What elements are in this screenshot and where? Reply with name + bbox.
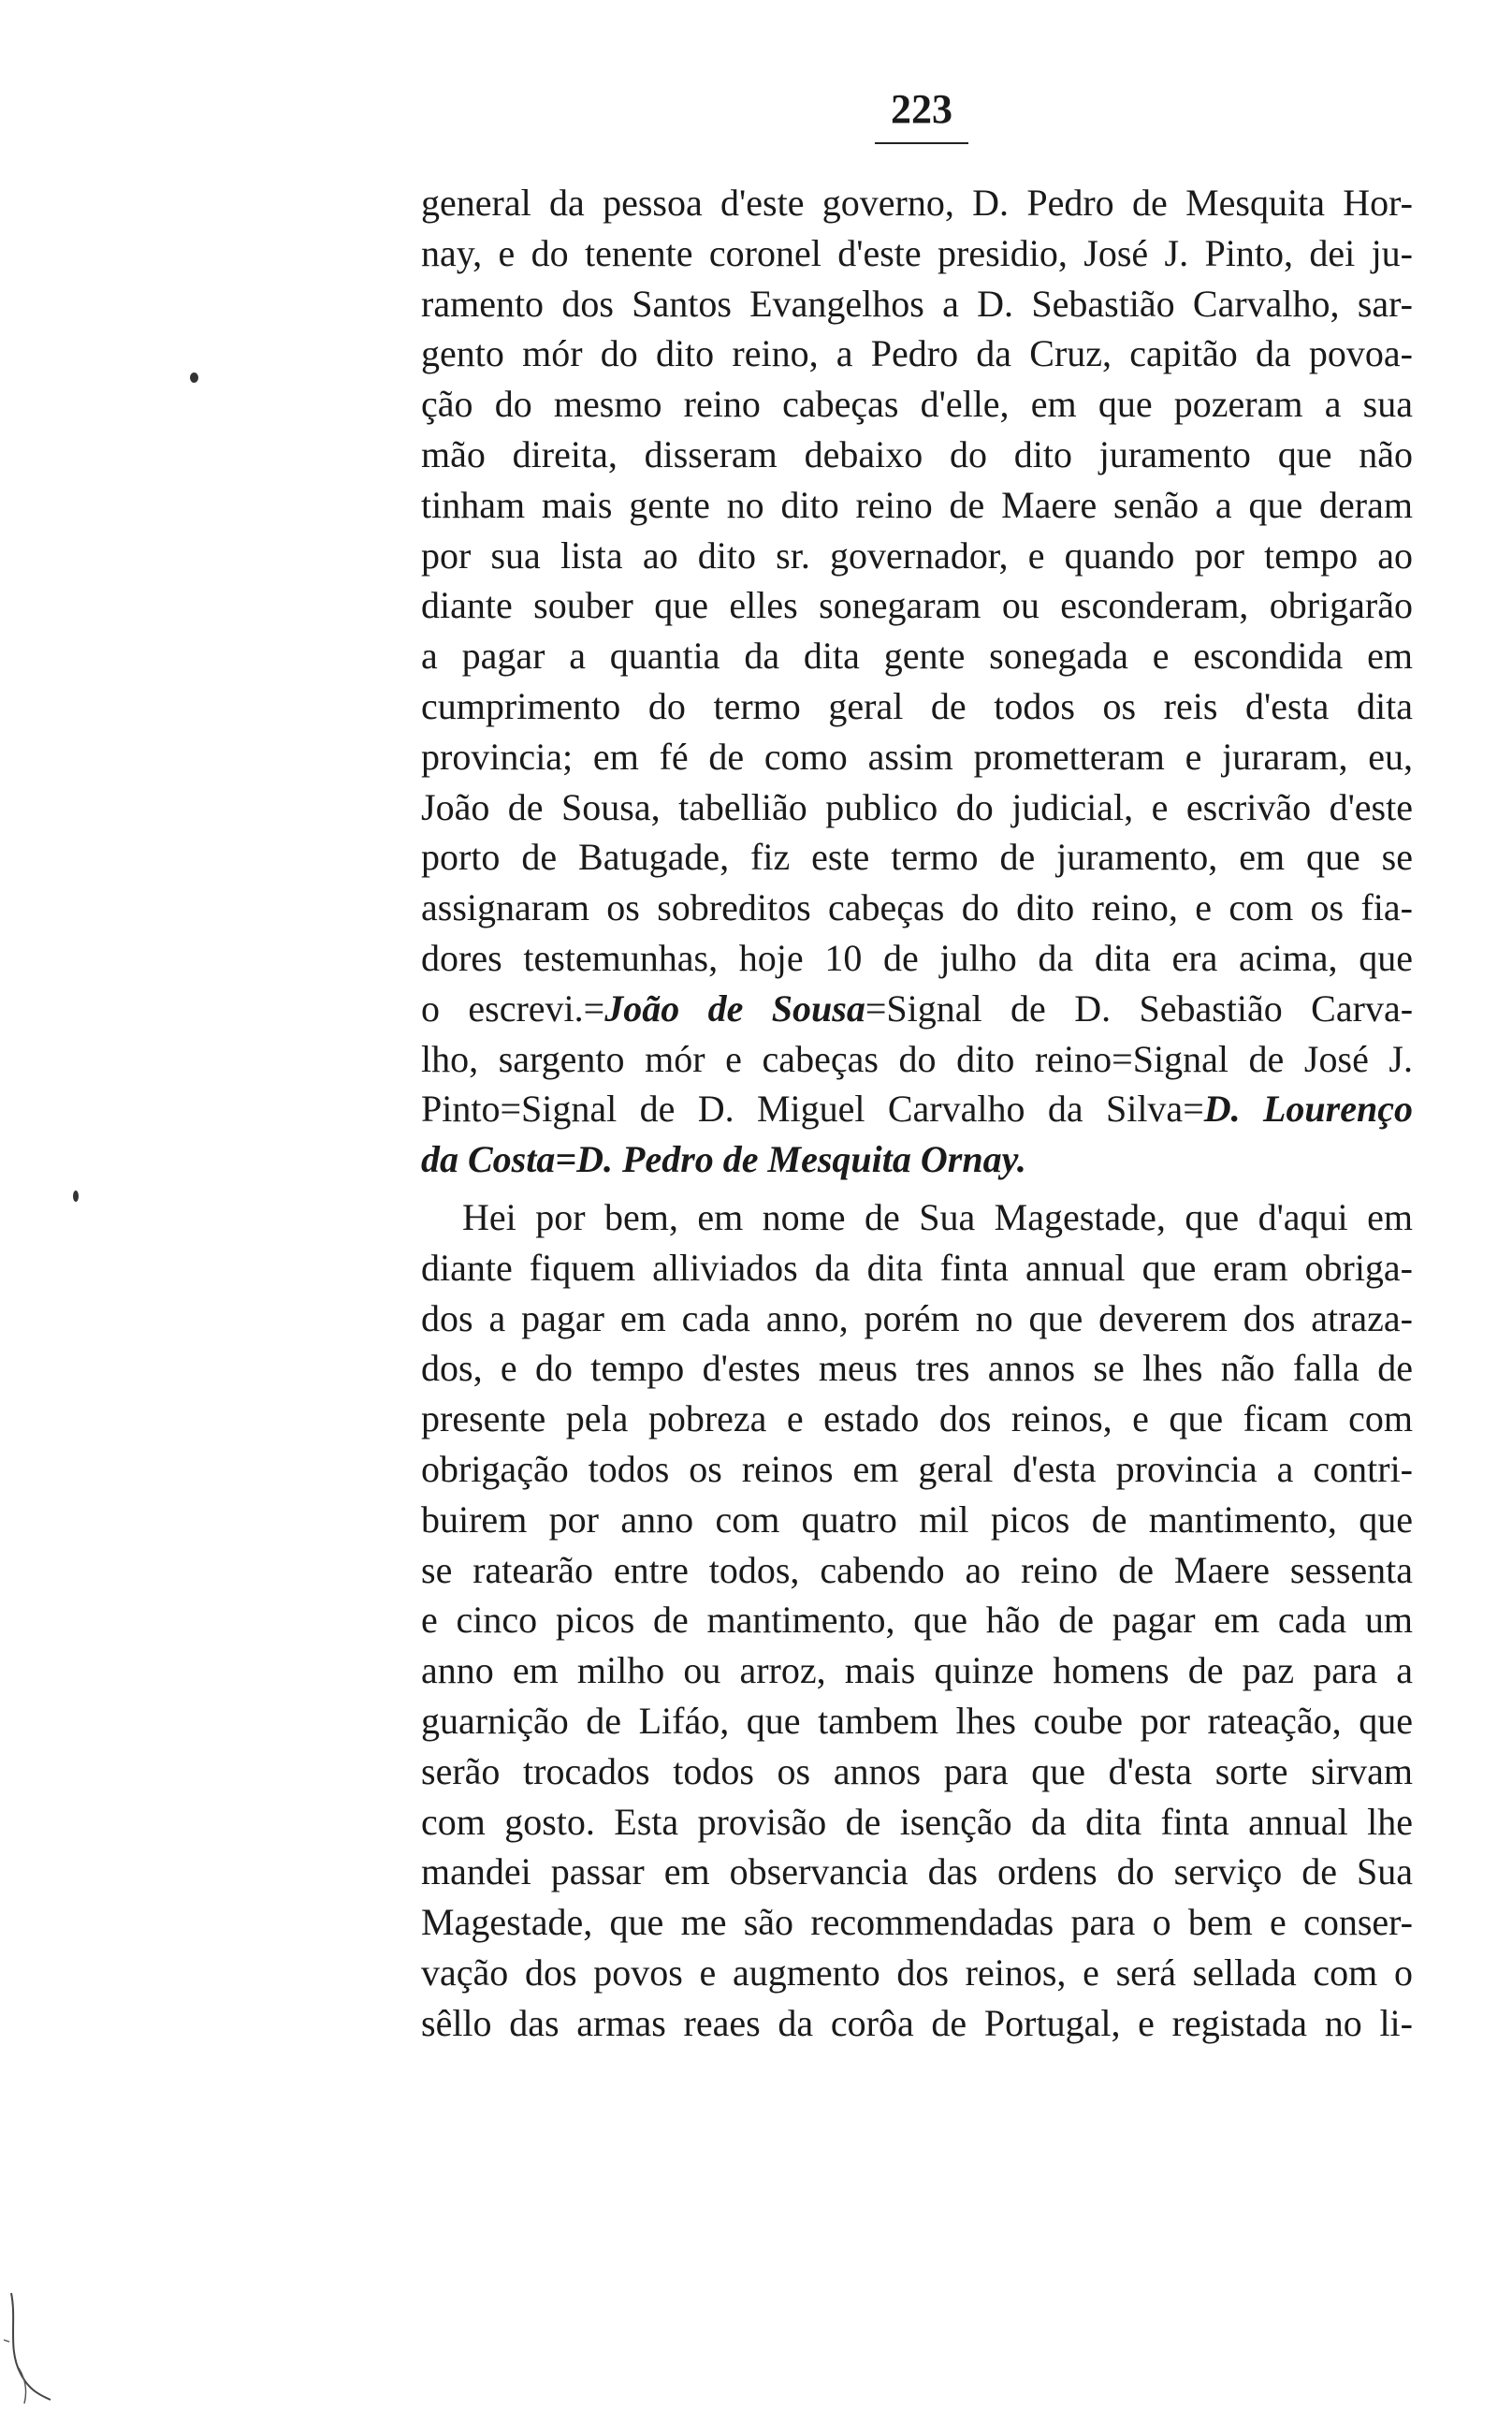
text-line: e cinco picos de mantimento, que hão de pagar em cada um	[421, 1599, 1413, 1642]
text-line: mandei passar em observancia das ordens do serviço de Sua	[421, 1850, 1413, 1893]
text-line: anno em milho ou arroz, mais quinze homens de paz para a	[421, 1649, 1413, 1692]
paragraph-1	[421, 178, 1413, 1185]
paragraph-2	[421, 1192, 1413, 2049]
text-line	[421, 1034, 1413, 1085]
italic-signature: da Costa=D. Pedro de Mesquita Ornay.	[421, 1138, 1026, 1181]
text-line	[421, 933, 1413, 984]
text-line: dos, e do tempo d'estes meus tres annos se lhes não falla de	[421, 1347, 1413, 1390]
text-line	[421, 480, 1413, 531]
text-segment: lho, sargento mór e cabeças do dito reino=Signal de José J.	[421, 1037, 1413, 1080]
text-line: presente pela pobreza e estado dos reinos, e que ficam com	[421, 1397, 1413, 1440]
text-line	[421, 782, 1413, 833]
text-line	[421, 732, 1413, 782]
text-line	[421, 1084, 1413, 1134]
margin-scrawl	[0, 2284, 75, 2411]
margin-speck	[190, 373, 198, 383]
text-line: com gosto. Esta provisão de isenção da dita finta annual lhe	[421, 1800, 1413, 1843]
text-segment: ramento dos Santos Evangelhos a D. Sebastião Carvalho, sar-	[421, 282, 1413, 325]
page-number-rule	[875, 142, 968, 144]
text-line	[421, 279, 1413, 329]
text-line: Magestade, que me são recommendadas para o bem e conser-	[421, 1901, 1413, 1944]
text-segment: a pagar a quantia da dita gente sonegada e escondida em	[421, 635, 1413, 678]
text-line	[421, 178, 1413, 228]
text-segment: cumprimento do termo geral de todos os reis d'esta dita	[421, 684, 1413, 727]
text-line	[421, 681, 1413, 732]
text-segment: nay, e do tenente coronel d'este presidio, José J. Pinto, dei ju-	[421, 231, 1413, 274]
text-segment: dores testemunhas, hoje 10 de julho da dita era acima, que	[421, 936, 1413, 979]
text-segment: porto de Batugade, fiz este termo de juramento, em que se	[421, 836, 1413, 879]
text-segment: general da pessoa d'este governo, D. Pedro de Mesquita Hor-	[421, 182, 1413, 224]
text-segment: diante souber que elles sonegaram ou esconderam, obrigarão	[421, 584, 1413, 627]
text-line: vação dos povos e augmento dos reinos, e será sellada com o	[421, 1951, 1413, 1994]
margin-speck	[73, 1191, 79, 1202]
text-line	[421, 430, 1413, 480]
text-line	[421, 984, 1413, 1034]
text-line: buirem por anno com quatro mil picos de mantimento, que	[421, 1498, 1413, 1541]
text-segment: Pinto=Signal de D. Miguel Carvalho da Silva=	[421, 1088, 1204, 1131]
text-line	[421, 531, 1413, 581]
text-line: Hei por bem, em nome de Sua Magestade, que d'aqui em	[462, 1195, 1413, 1238]
text-segment: =Signal de D. Sebastião Carva-	[865, 986, 1414, 1030]
text-line: guarnição de Lifáo, que tambem lhes coube por rateação, que	[421, 1699, 1413, 1742]
text-line: se ratearão entre todos, cabendo ao reino de Maere sessenta	[421, 1548, 1413, 1591]
text-line	[421, 883, 1413, 933]
text-line	[421, 379, 1413, 430]
text-line	[421, 228, 1413, 279]
text-segment: por sua lista ao dito sr. governador, e quando por tempo ao	[421, 533, 1413, 577]
text-segment: provincia; em fé de como assim prometteram e juraram, eu,	[421, 735, 1413, 778]
text-line: sêllo das armas reaes da corôa de Portugal, e registada no li-	[421, 2001, 1413, 2044]
text-segment: mão direita, disseram debaixo do dito juramento que não	[421, 432, 1413, 475]
text-segment: tinham mais gente no dito reino de Maere senão a que deram	[421, 483, 1413, 526]
text-line: obrigação todos os reinos em geral d'esta provincia a contri-	[421, 1447, 1413, 1490]
italic-signature: D. Lourenço	[1203, 1088, 1413, 1131]
text-line: serão trocados todos os annos para que d'esta sorte sirvam	[421, 1749, 1413, 1792]
text-line	[421, 329, 1413, 379]
text-segment: gento mór do dito reino, a Pedro da Cruz, capitão da povoa-	[421, 332, 1413, 375]
text-segment: João de Sousa, tabellião publico do judicial, e escrivão d'este	[421, 785, 1413, 828]
text-line: diante fiquem alliviados da dita finta annual que eram obriga-	[421, 1246, 1413, 1289]
text-segment: ção do mesmo reino cabeças d'elle, em que pozeram a sua	[421, 383, 1413, 426]
text-segment: o escrevi.=	[421, 986, 605, 1030]
text-body	[421, 178, 1413, 2048]
text-line	[421, 1134, 1413, 1185]
text-line: dos a pagar em cada anno, porém no que deverem dos atraza-	[421, 1296, 1413, 1339]
text-line	[421, 631, 1413, 681]
text-segment: assignaram os sobreditos cabeças do dito reino, e com os fia-	[421, 886, 1413, 929]
page-number: 223	[891, 86, 952, 132]
text-line	[421, 832, 1413, 883]
text-line	[421, 580, 1413, 631]
italic-signature: João de Sousa	[604, 986, 865, 1030]
